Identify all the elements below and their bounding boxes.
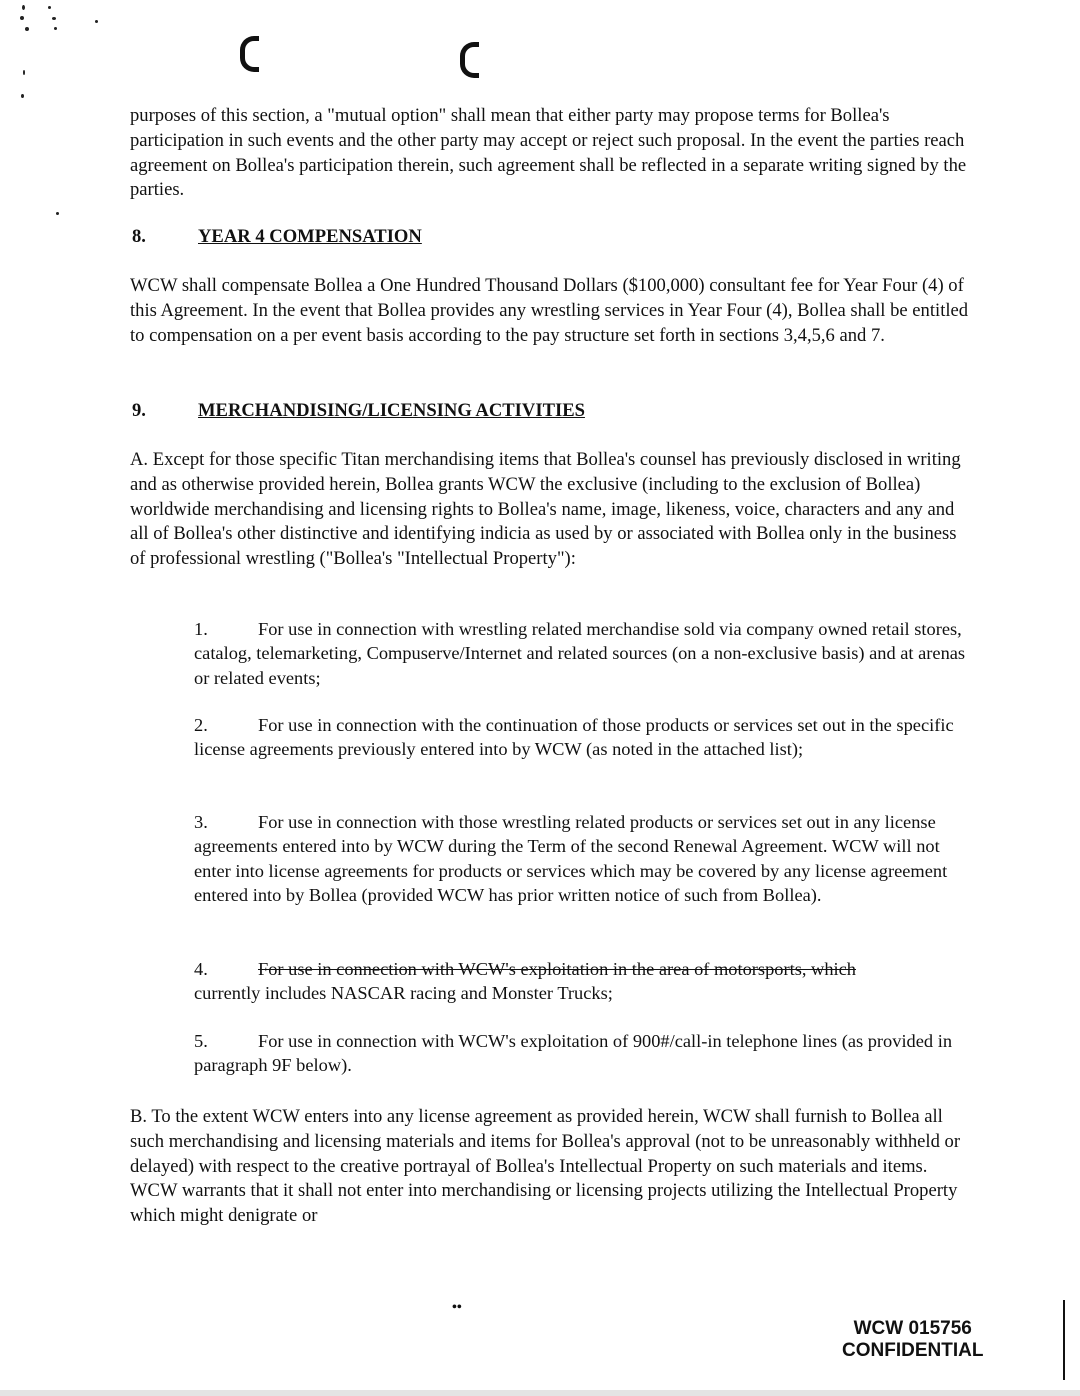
item-text: For use in connection with wrestling related merchandise sold via company owned retail stores, catalog, telemarketing, Compuserve/Internet and related sources (on a non-exclusive basis) and at arenas or related events; <box>194 619 966 688</box>
section-title: MERCHANDISING/LICENSING ACTIVITIES <box>198 400 585 421</box>
item-number: 5. <box>194 1031 208 1051</box>
list-item <box>194 713 974 762</box>
item-number: 1. <box>194 619 208 639</box>
item-number: 4. <box>194 959 208 979</box>
section-9-paragraph-b: B. To the extent WCW enters into any license agreement as provided herein, WCW shall furnish to Bollea all such merchandising and licensing materials and items for Bollea's approval (not to be unreasonably withheld or delayed) with respect to the creative portrayal of Bollea's Intellectual Property on such materials and items. WCW warrants that it shall not enter into merchandising or licensing projects utilizing the Intellectual Property which might denigrate or <box>130 1106 961 1227</box>
page-bottom-edge <box>0 1390 1080 1396</box>
list-item <box>194 957 974 1006</box>
binder-hole-mark <box>240 36 259 72</box>
scan-speck <box>21 94 24 98</box>
scan-speck <box>52 17 56 20</box>
section-8-body: WCW shall compensate Bollea a One Hundred Thousand Dollars ($100,000) consultant fee for Year Four (4) of this Agreement. In the event that Bollea provides any wrestling services in Year Four (4), Bollea shall be entitled to compensation on a per event basis according to the pay structure set forth in sections 3,4,5,6 and 7. <box>130 275 969 346</box>
section-9-paragraph-a: A. Except for those specific Titan merchandising items that Bollea's counsel has previously disclosed in writing and as otherwise provided herein, Bollea grants WCW the exclusive (including to the exclusion of Bollea) worldwide merchandising and licensing rights to Bollea's name, image, likeness, voice, characters and any and all of Bollea's other distinctive and identifying indicia as used by or associated with Bollea only in the business of professional wrestling ("Bollea's "Intellectual Property"): <box>130 449 961 570</box>
item-number: 3. <box>194 812 208 832</box>
scan-speck <box>56 212 59 215</box>
section-title: YEAR 4 COMPENSATION <box>198 226 422 247</box>
section-number: 8. <box>132 226 146 247</box>
scan-speck <box>20 16 24 20</box>
list-item <box>194 810 974 908</box>
item-number: 2. <box>194 715 208 735</box>
scan-mark: •• <box>452 1300 462 1315</box>
scan-speck <box>95 20 98 23</box>
section-number: 9. <box>132 400 146 421</box>
item-text: For use in connection with the continuation of those products or services set out in the specific license agreements previously entered into by WCW (as noted in the attached list); <box>194 715 954 760</box>
section-heading-8 <box>132 226 422 248</box>
scan-speck <box>48 6 51 9</box>
page-edge-line <box>1063 1300 1065 1380</box>
section-heading-9 <box>132 400 585 422</box>
bates-number: WCW 015756 <box>853 1318 972 1339</box>
item-text-struck: For use in connection with WCW's exploitation in the area of motorsports, which <box>258 959 857 979</box>
scan-speck <box>23 70 25 75</box>
scan-speck <box>22 5 25 10</box>
item-text: currently includes NASCAR racing and Monster Trucks; <box>194 983 613 1004</box>
item-text: For use in connection with WCW's exploitation of 900#/call-in telephone lines (as provided in paragraph 9F below). <box>194 1031 953 1076</box>
binder-hole-mark <box>460 42 479 78</box>
confidential-label: CONFIDENTIAL <box>842 1340 984 1361</box>
scan-speck <box>25 27 29 31</box>
list-item <box>194 1029 974 1078</box>
intro-paragraph: purposes of this section, a "mutual option" shall mean that either party may propose terms for Bollea's participation in such events and the other party may accept or reject such proposal. In the event the parties reach agreement on Bollea's participation therein, such agreement shall be reflected in a separate writing signed by the parties. <box>130 105 967 201</box>
bates-stamp <box>842 1318 983 1362</box>
scan-speck <box>54 27 57 30</box>
list-item <box>194 617 974 690</box>
item-text: For use in connection with those wrestling related products or services set out in any license agreements entered into by WCW during the Term of the second Renewal Agreement. WCW will not enter into license agreements for products or services which may be covered by any license agreement entered into by Bollea (provided WCW has prior written notice of such from Bollea). <box>194 812 948 906</box>
